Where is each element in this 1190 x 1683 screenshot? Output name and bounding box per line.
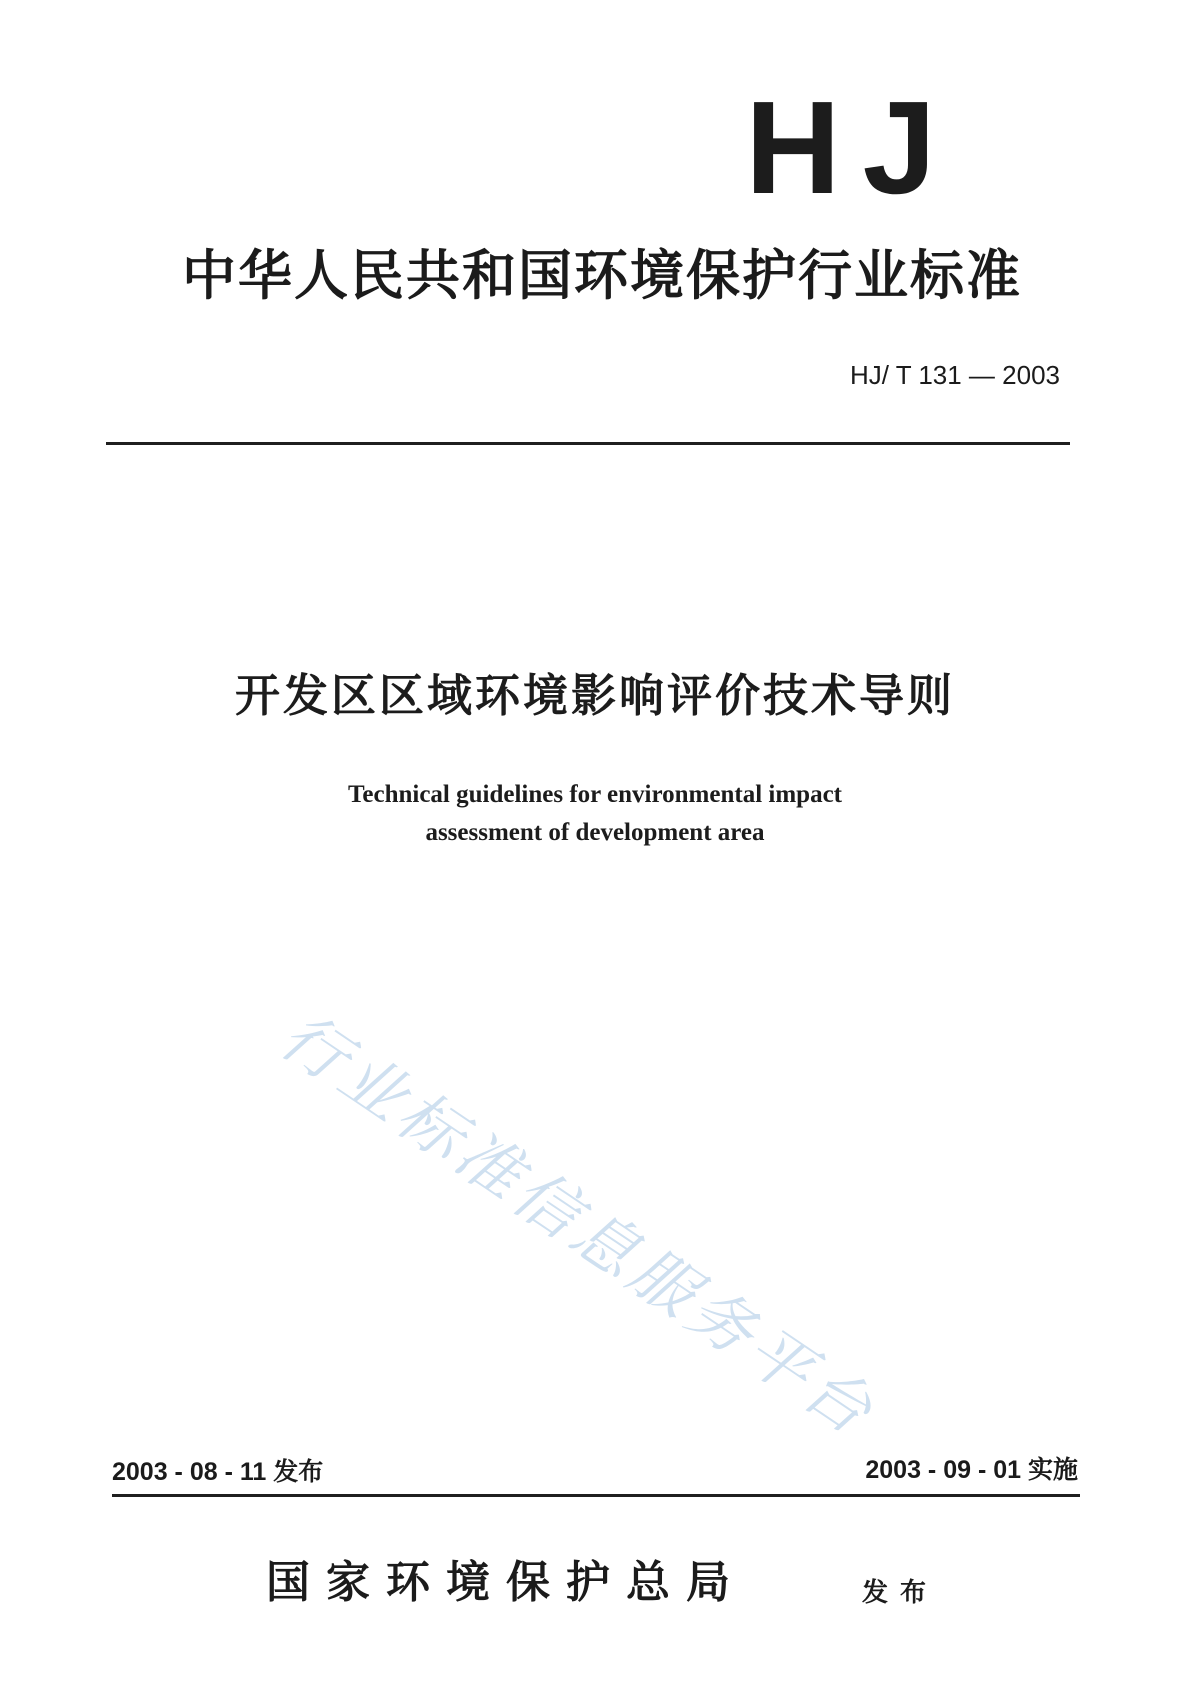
watermark: 行业标准信息服务平台	[267, 999, 889, 1452]
hj-logo: HJ	[745, 74, 958, 221]
issuing-authority: 国家环境保护总局	[266, 1557, 746, 1608]
standard-category-title: 中华人民共和国环境保护行业标准	[182, 244, 1022, 307]
issuing-suffix: 发布	[862, 1578, 939, 1608]
document-title-en-line1: Technical guidelines for environmental impact	[348, 781, 842, 808]
implementation-date: 2003 - 09 - 01 实施	[865, 1456, 1078, 1484]
bottom-divider	[112, 1494, 1080, 1497]
document-title-en-line2: assessment of development area	[425, 819, 765, 846]
document-title-en	[0, 776, 1190, 852]
release-date: 2003 - 08 - 11 发布	[112, 1458, 324, 1486]
standard-number: HJ/ T 131 — 2003	[849, 360, 1060, 390]
top-divider	[106, 442, 1070, 445]
document-title-cn: 开发区区域环境影响评价技术导则	[234, 669, 955, 722]
